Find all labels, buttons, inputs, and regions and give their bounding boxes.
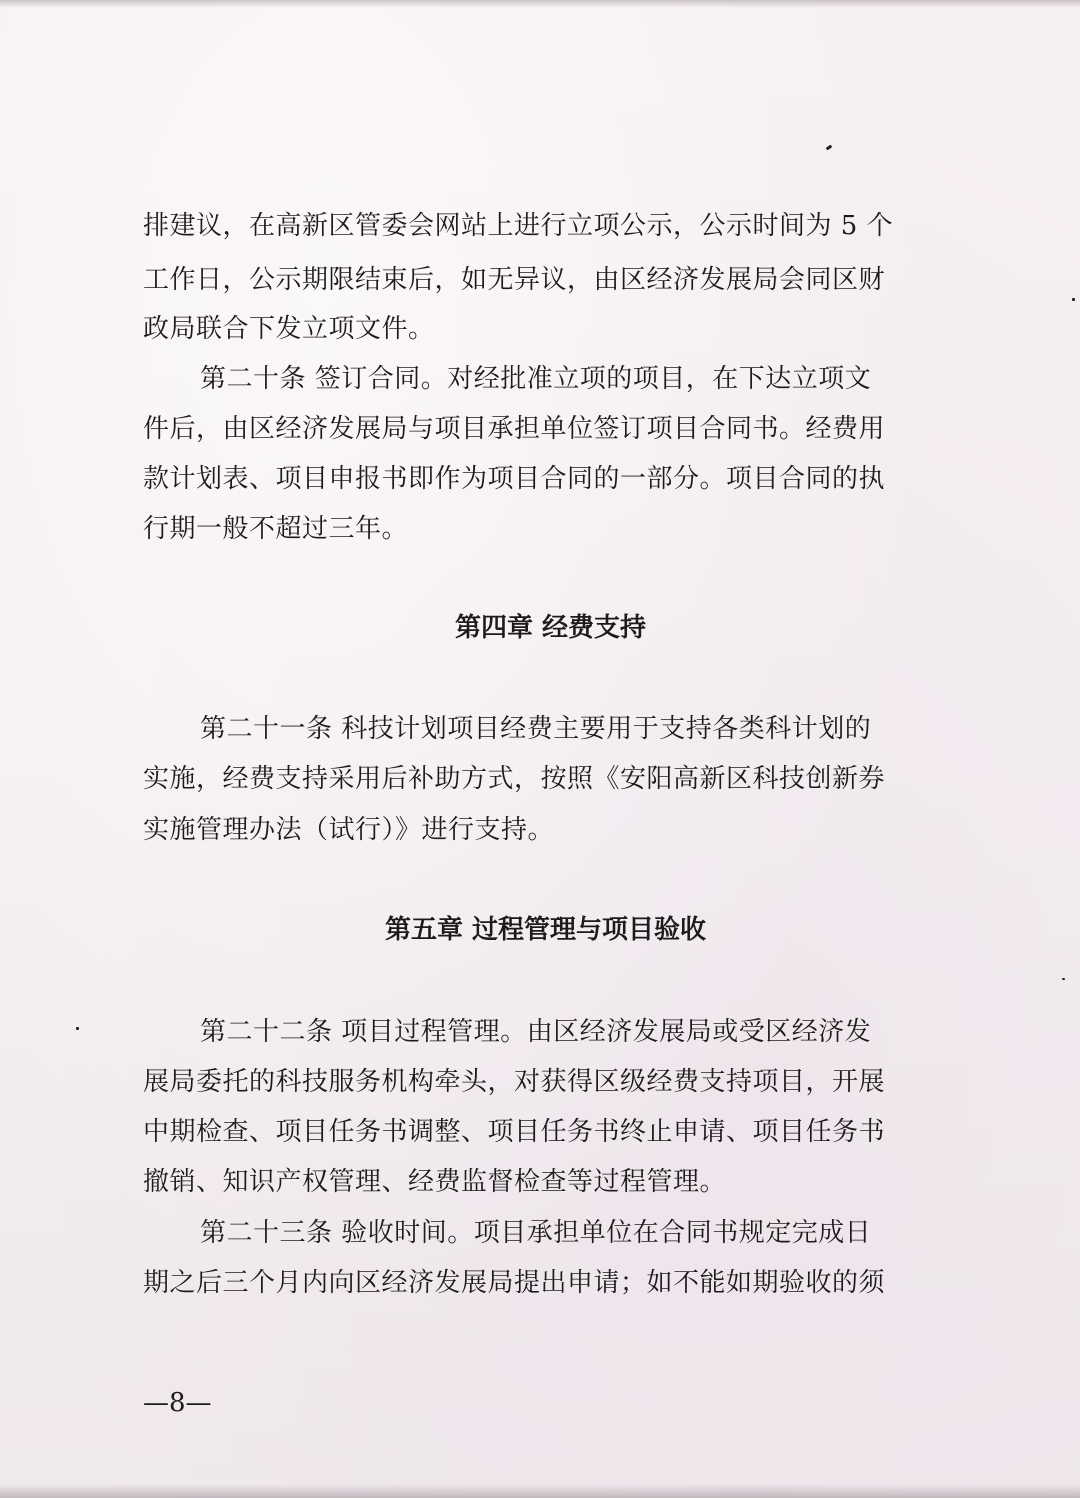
chapter-4-heading: 第四章 经费支持 <box>455 613 647 643</box>
article-22-line: 第二十二条 项目过程管理。由区经济发展局或受区经济发 <box>200 1017 872 1047</box>
body-line: 款计划表、项目申报书即作为项目合同的一部分。项目合同的执 <box>143 464 886 494</box>
body-line: 实施，经费支持采用后补助方式，按照《安阳高新区科技创新券 <box>143 764 886 794</box>
scan-top-edge <box>0 0 1080 8</box>
body-line: 行期一般不超过三年。 <box>143 514 409 544</box>
article-23-line: 第二十三条 验收时间。项目承担单位在合同书规定完成日 <box>200 1218 872 1248</box>
body-line: 排建议，在高新区管委会网站上进行立项公示，公示时间为 5 个 <box>143 211 894 241</box>
page-number: —8— <box>143 1388 212 1418</box>
article-20-line: 第二十条 签订合同。对经批准立项的项目，在下达立项文 <box>200 364 872 394</box>
body-line: 件后，由区经济发展局与项目承担单位签订项目合同书。经费用 <box>143 414 886 444</box>
body-line: 实施管理办法（试行）》进行支持。 <box>143 815 555 845</box>
scan-speck <box>1072 298 1075 301</box>
scan-bottom-edge <box>0 1484 1080 1498</box>
body-line: 中期检查、项目任务书调整、项目任务书终止申请、项目任务书 <box>143 1117 886 1147</box>
scan-speck <box>1062 978 1065 980</box>
body-line: 撤销、知识产权管理、经费监督检查等过程管理。 <box>143 1167 727 1197</box>
body-line: 政局联合下发立项文件。 <box>143 314 435 344</box>
body-line: 期之后三个月内向区经济发展局提出申请；如不能如期验收的须 <box>143 1268 886 1298</box>
body-line: 工作日，公示期限结束后，如无异议，由区经济发展局会同区财 <box>143 265 886 295</box>
article-21-line: 第二十一条 科技计划项目经费主要用于支持各类科计划的 <box>200 714 872 744</box>
chapter-5-heading: 第五章 过程管理与项目验收 <box>385 915 707 945</box>
body-line: 展局委托的科技服务机构牵头，对获得区级经费支持项目，开展 <box>143 1067 886 1097</box>
scan-speck <box>76 1027 79 1030</box>
scan-speck <box>826 145 833 151</box>
